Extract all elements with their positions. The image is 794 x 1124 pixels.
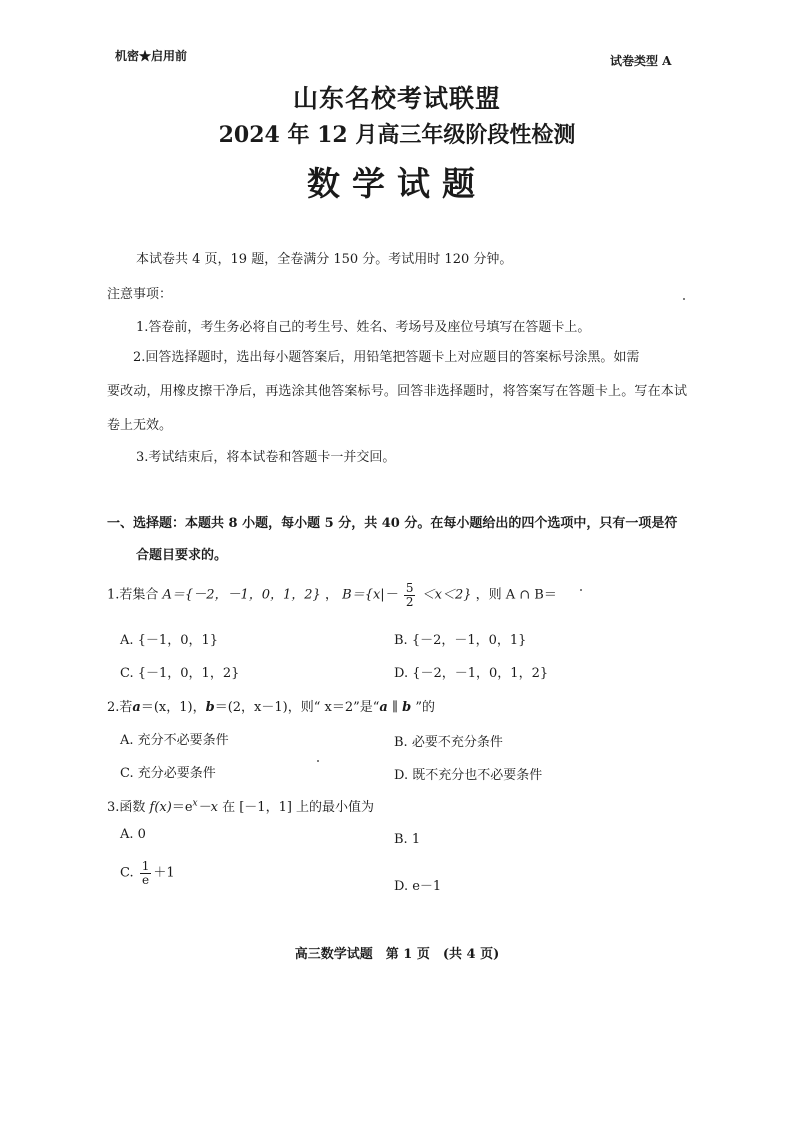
q3-tail: 在 [－1，1] 上的最小值为 — [217, 800, 375, 815]
q1-prefix: 1.若集合 — [107, 587, 159, 603]
q2-parallel-symbol: ∥ — [387, 700, 403, 715]
q3-option-a: A. 0 — [120, 827, 146, 842]
notice-item-2 — [107, 341, 687, 443]
page-footer: 高三数学试题 第 1 页 (共 4 页) — [294, 947, 500, 962]
q3-option-c-numerator: 1 — [141, 859, 150, 873]
scan-speck — [317, 760, 319, 762]
question-1 — [107, 582, 557, 608]
q3-option-d: D. e－1 — [394, 879, 442, 894]
q2-vector-a: a — [132, 700, 141, 715]
q3-option-b: B. 1 — [394, 832, 421, 847]
subject-title: 数学试题 — [307, 164, 487, 203]
q1-tail: ，则 A ∩ B＝ — [475, 587, 557, 603]
q3-option-c-denominator: e — [142, 872, 150, 887]
q1-set-b-end: ＜x＜2} — [421, 587, 472, 603]
q2-prefix: 2.若 — [107, 700, 133, 715]
scan-speck — [683, 298, 685, 300]
scan-speck — [580, 589, 582, 591]
exam-alliance-title: 山东名校考试联盟 — [292, 84, 501, 113]
notice-item-2-line1: 2.回答选择题时，选出每小题答案后，用铅笔把答题卡上对应题目的答案标号涂黑。如需 — [133, 350, 640, 365]
q3-option-c-tail: ＋1 — [153, 865, 175, 881]
q3-expr-end: －x — [197, 800, 218, 815]
q3-option-c — [120, 860, 175, 886]
q1-option-d: D. {－2，－1，0，1，2} — [394, 666, 549, 681]
q3-exponent: x — [192, 798, 198, 809]
q1-fraction-denominator: 2 — [405, 594, 414, 609]
q1-option-a: A. {－1，0，1} — [120, 633, 219, 648]
question-3 — [107, 796, 374, 815]
exam-date-title: 2024 年 12 月高三年级阶段性检测 — [218, 122, 576, 148]
q2-part2: ＝(2，x－1)，则“ x＝2”是“ — [214, 700, 380, 715]
section-heading-line2: 合题目要求的。 — [136, 548, 228, 563]
q2-vector-b: b — [205, 700, 215, 715]
question-2 — [107, 696, 435, 715]
q2-part3: ”的 — [411, 700, 435, 715]
q1-fraction — [404, 582, 416, 608]
q3-option-c-label: C. — [120, 865, 134, 881]
q1-separator: ， — [324, 587, 338, 603]
paper-type-label: 试卷类型 A — [610, 54, 672, 68]
q2-option-c: C. 充分必要条件 — [120, 766, 216, 781]
q1-fraction-numerator: 5 — [405, 581, 414, 595]
notice-item-3: 3.考试结束后，将本试卷和答题卡一并交回。 — [136, 450, 396, 465]
section-heading-line1: 一、选择题：本题共 8 小题，每小题 5 分，共 40 分。在每小题给出的四个选项中，只有一项是符 — [107, 516, 678, 531]
q1-option-c: C. {－1，0，1，2} — [120, 666, 240, 681]
q3-option-c-fraction — [140, 860, 152, 886]
q2-vector-a2: a — [379, 700, 388, 715]
notice-item-1: 1.答卷前，考生务必将自己的考生号、姓名、考场号及座位号填写在答题卡上。 — [136, 320, 591, 335]
q3-prefix: 3.函数 — [107, 800, 146, 815]
q1-option-b: B. {－2，－1，0，1} — [394, 633, 527, 648]
notice-item-2-rest: 要改动，用橡皮擦干净后，再选涂其他答案标号。回答非选择题时，将答案写在答题卡上。写在本试卷上无效。 — [107, 384, 687, 433]
notice-heading: 注意事项： — [107, 287, 173, 302]
q1-set-a: A＝{－2，－1，0，1，2} — [162, 587, 321, 603]
q2-option-d: D. 既不充分也不必要条件 — [394, 768, 543, 783]
q1-set-b-start: B＝{x|－ — [342, 587, 398, 603]
q3-expr-start: ＝e — [171, 800, 193, 815]
q3-function: f(x) — [149, 800, 172, 815]
q2-option-a: A. 充分不必要条件 — [120, 733, 229, 748]
confidential-label: 机密★启用前 — [115, 49, 188, 63]
q2-vector-b2: b — [402, 700, 412, 715]
exam-summary: 本试卷共 4 页，19 题，全卷满分 150 分。考试用时 120 分钟。 — [136, 252, 513, 267]
q2-option-b: B. 必要不充分条件 — [394, 735, 503, 750]
q2-part1: ＝(x，1)， — [140, 700, 206, 715]
